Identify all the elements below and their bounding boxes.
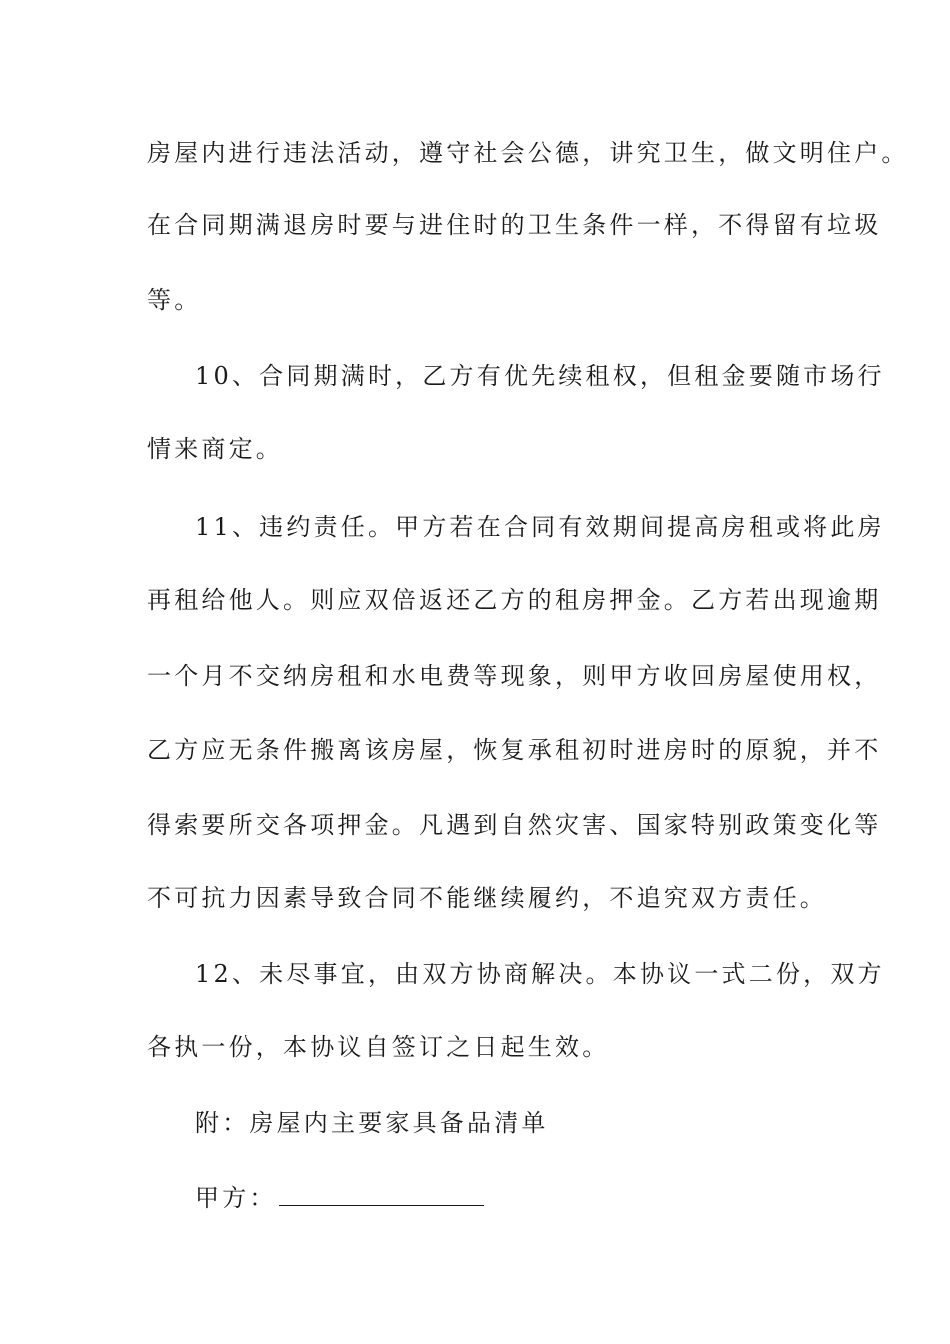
paragraph-line: 等。	[147, 286, 202, 314]
paragraph-line: 情来商定。	[147, 435, 283, 463]
paragraph-line: 再租给他人。则应双倍返还乙方的租房押金。乙方若出现逾期	[147, 586, 882, 614]
clause-12-line: 12、未尽事宜，由双方协商解决。本协议一式二份，双方	[195, 960, 885, 988]
paragraph-line: 乙方应无条件搬离该房屋，恢复承租初时进房时的原貌，并不	[147, 736, 882, 764]
paragraph-line: 各执一份，本协议自签订之日起生效。	[147, 1033, 610, 1061]
paragraph-line: 不可抗力因素导致合同不能继续履约，不追究双方责任。	[147, 884, 827, 912]
attachment-line: 附：房屋内主要家具备品清单	[195, 1109, 549, 1137]
clause-10-line: 10、合同期满时，乙方有优先续租权，但租金要随市场行	[195, 362, 885, 390]
paragraph-line: 在合同期满退房时要与进住时的卫生条件一样，不得留有垃圾	[147, 211, 882, 239]
signature-line	[195, 1183, 865, 1213]
paragraph-line: 得索要所交各项押金。凡遇到自然灾害、国家特别政策变化等	[147, 811, 882, 839]
paragraph-line: 房屋内进行违法活动，遵守社会公德，讲究卫生，做文明住户。	[147, 139, 909, 167]
signature-label: 甲方：	[195, 1184, 277, 1212]
paragraph-line: 一个月不交纳房租和水电费等现象，则甲方收回房屋使用权，	[147, 662, 882, 690]
clause-11-line: 11、违约责任。甲方若在合同有效期间提高房租或将此房	[195, 513, 885, 541]
signature-blank	[279, 1183, 484, 1206]
